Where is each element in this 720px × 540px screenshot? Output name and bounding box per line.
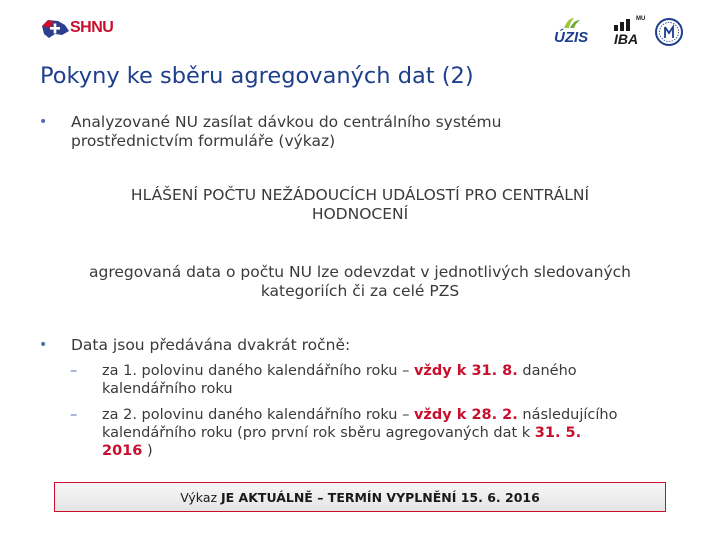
- form-heading-line-1: HLÁŠENÍ POČTU NEŽÁDOUCÍCH UDÁLOSTÍ PRO CENTRÁLNÍ: [130, 186, 590, 204]
- bullet-item-1: [38, 113, 678, 151]
- sub-dash-icon: –: [70, 407, 78, 423]
- bullet-dot-icon: •: [39, 337, 48, 353]
- shnu-logo-text: SHNU: [70, 19, 114, 36]
- sub-1-line-2: kalendářního roku: [102, 381, 233, 397]
- iba-logo: [612, 16, 648, 48]
- sub-dash-icon: –: [70, 363, 78, 379]
- sub-2-text-2: následujícího: [517, 407, 618, 423]
- sub-item-1: [70, 362, 690, 398]
- iba-logo-text: IBA: [614, 31, 639, 47]
- sub-2-line-2: kalendářního roku (pro první rok sběru agregovaných dat k: [102, 425, 535, 441]
- uzis-logo-text: ÚZIS: [554, 29, 589, 46]
- notice-prefix: Výkaz: [180, 489, 222, 505]
- sub-2-line-3: ): [142, 443, 153, 459]
- sub-1-text-1: za 1. polovinu daného kalendářního roku –: [102, 363, 414, 379]
- sub-item-2: [70, 406, 690, 460]
- mu-label: MU: [636, 16, 646, 22]
- muni-logo: [654, 16, 684, 48]
- notice-bold: JE AKTUÁLNĚ – TERMÍN VYPLNĚNÍ 15. 6. 2016: [221, 489, 540, 505]
- sub-2-first-deadline: 31. 5.: [534, 425, 582, 441]
- sub-2-text-1: za 2. polovinu daného kalendářního roku –: [102, 407, 414, 423]
- shnu-logo-icon: [38, 14, 72, 46]
- sub-2-deadline: vždy k 28. 2.: [413, 407, 518, 423]
- bullet-dot-icon: •: [39, 114, 48, 130]
- shnu-logo: [38, 12, 128, 48]
- page-title: Pokyny ke sběru agregovaných dat (2): [40, 63, 474, 89]
- sub-1-deadline: vždy k 31. 8.: [413, 363, 518, 379]
- form-heading-line-2: HODNOCENÍ: [311, 205, 409, 223]
- muni-seal-icon: [654, 16, 684, 48]
- form-heading: [40, 186, 680, 224]
- bullet-1-line-1: Analyzované NU zasílat dávkou do centrálního systému: [71, 113, 502, 131]
- bullet-1-line-2: prostřednictvím formuláře (výkaz): [71, 132, 336, 150]
- bullet-2-text: Data jsou předávána dvakrát ročně:: [71, 336, 351, 354]
- aggregated-note: [40, 263, 680, 301]
- deadline-notice: [54, 482, 666, 512]
- bullet-item-2: [38, 336, 678, 355]
- uzis-logo: [552, 16, 600, 50]
- aggregated-line-1: agregovaná data o počtu NU lze odevzdat v jednotlivých sledovaných: [88, 263, 631, 281]
- sub-1-text-2: daného: [517, 363, 577, 379]
- sub-2-first-year: 2016: [102, 443, 143, 459]
- aggregated-line-2: kategoriích či za celé PZS: [260, 282, 460, 300]
